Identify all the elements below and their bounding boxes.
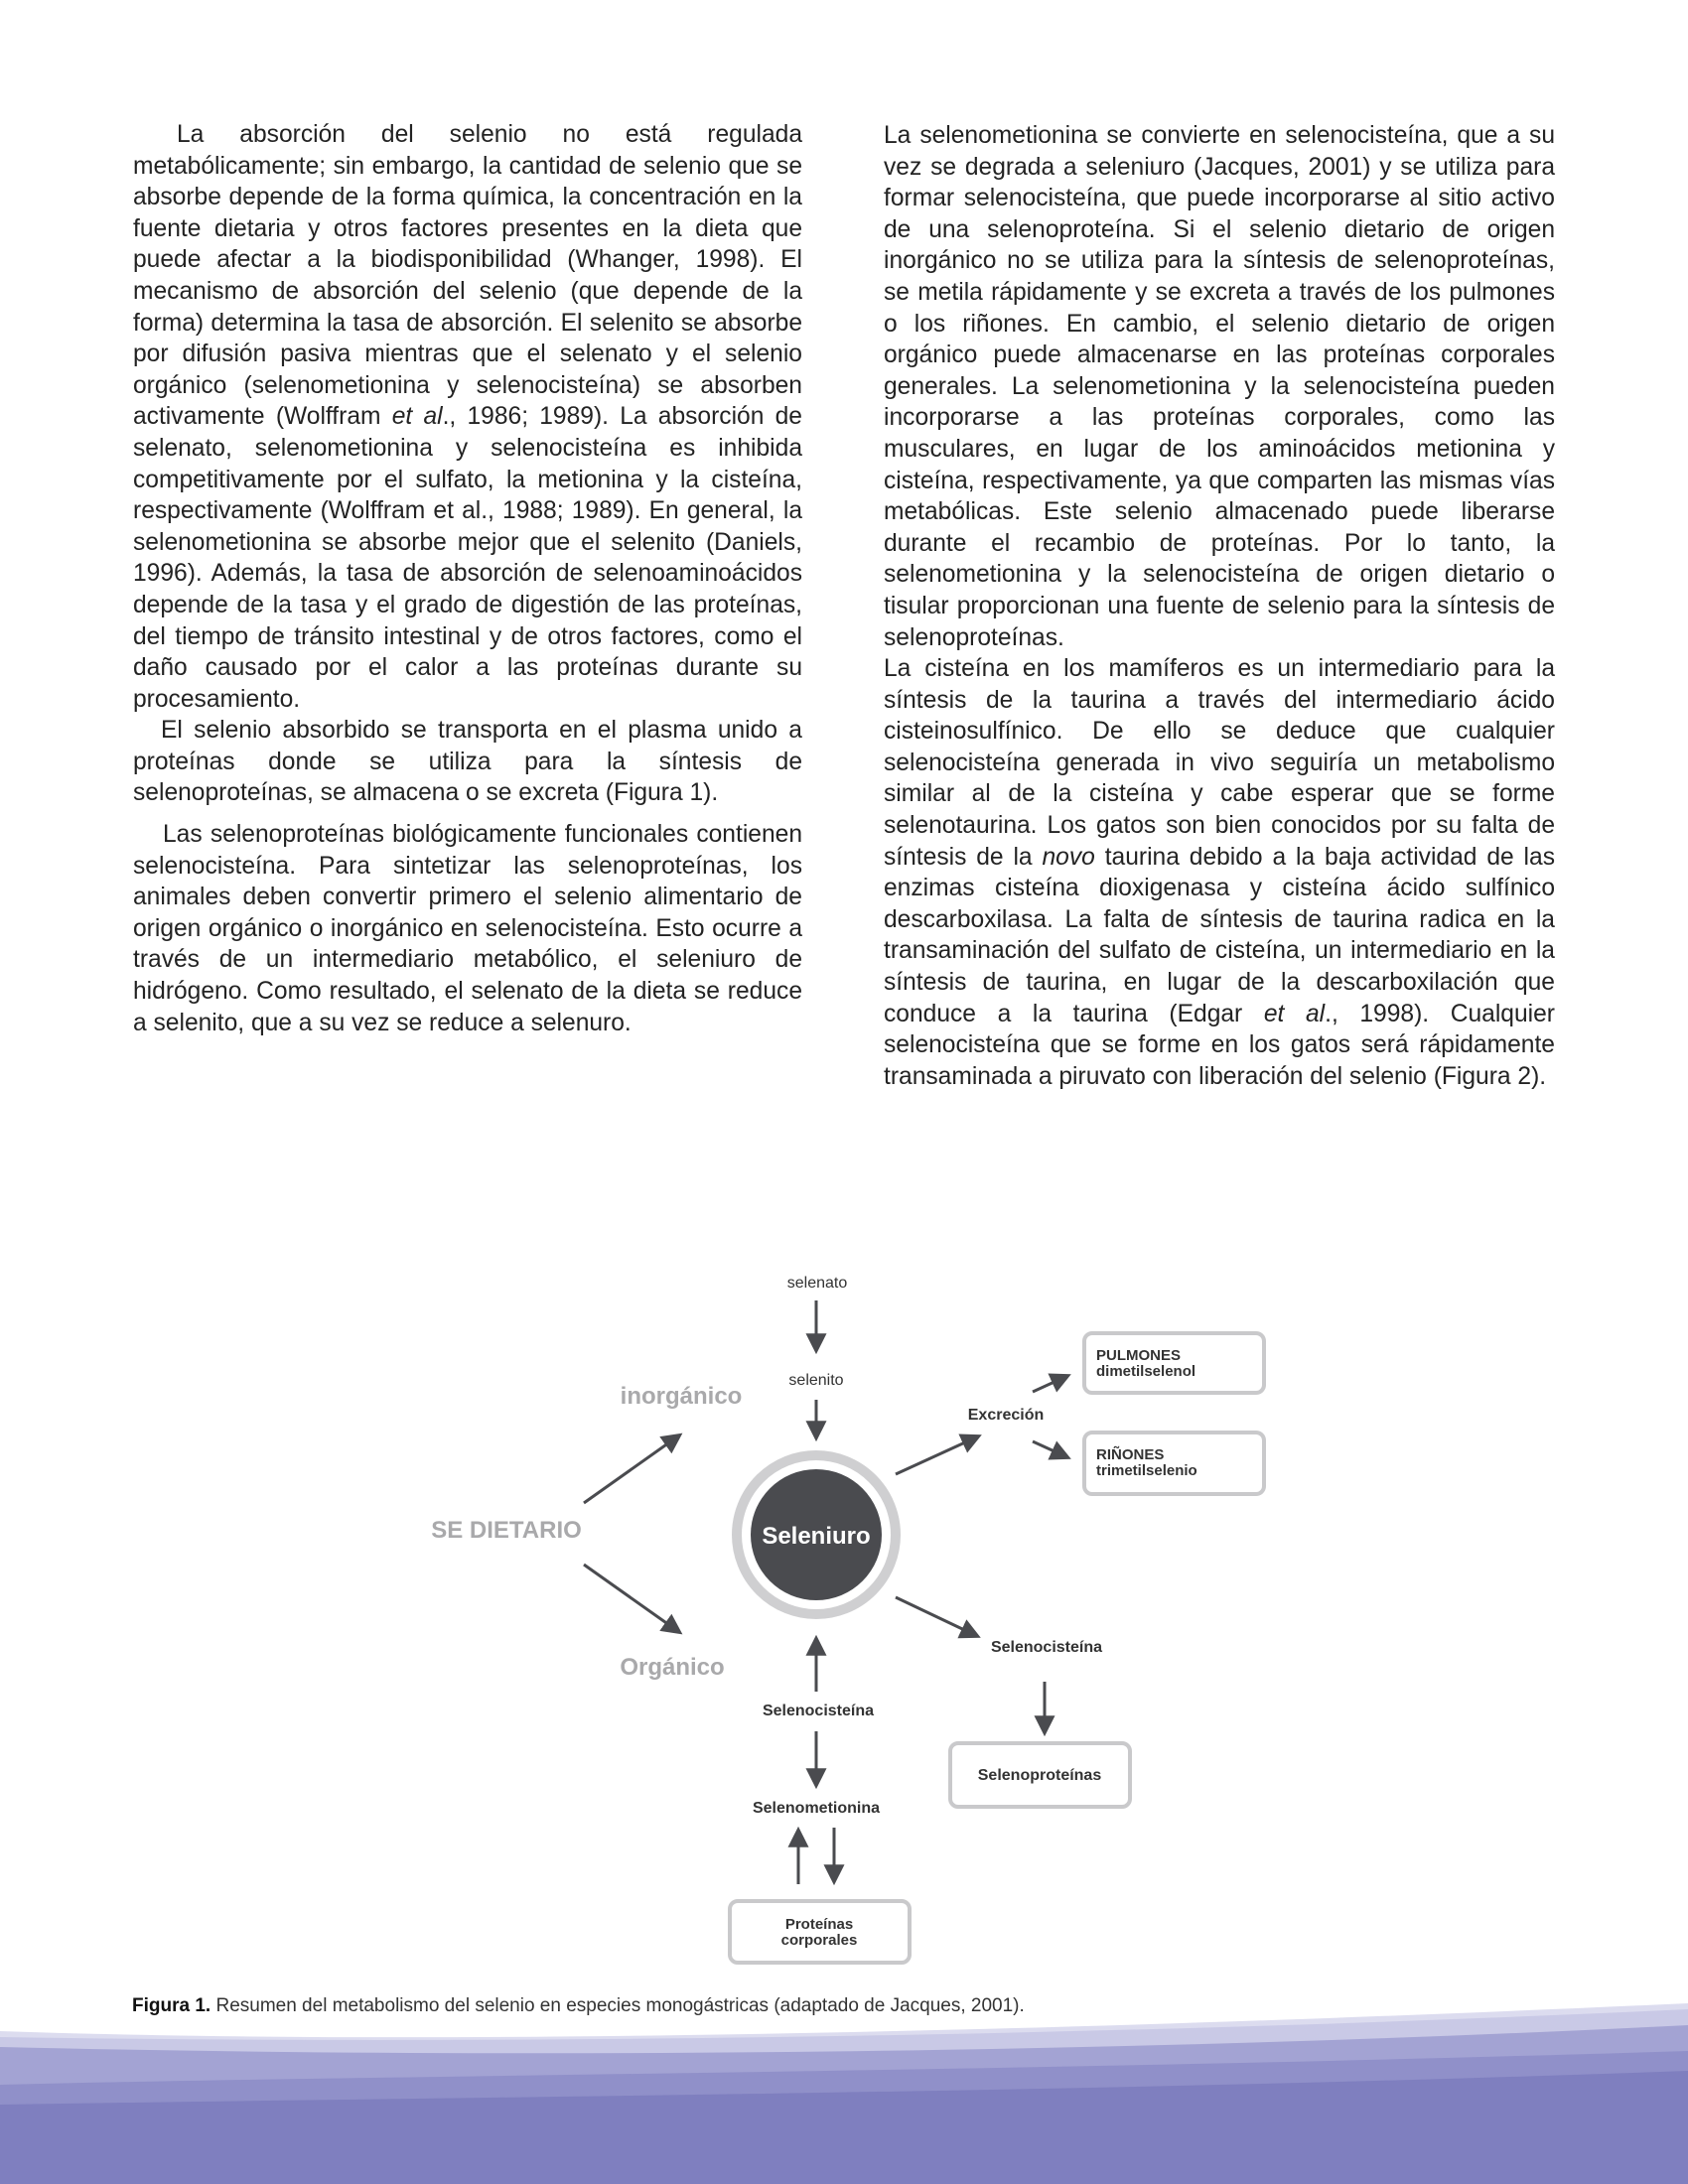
text-segment: ., 1998). Cualquier selenocisteína que se forme en los gatos será rápidamente transaminada a piruvato con liberación del selenio (Figura 2).: [884, 1000, 1555, 1090]
italic-et-al: et al: [391, 403, 443, 431]
text-segment: La absorción del selenio no está regulada metabólicamente; sin embargo, la cantidad de selenio que se absorbe depende de la forma química, la concentración en la fuente dietaria y otros factores presentes en la dieta que puede afectar a la biodisponibilidad (Whanger, 1998). El mecanismo de absorción del selenio (que depende de la forma) determina la tasa de absorción. El selenito se absorbe por difusión pasiva mientras que el selenato y el selenio orgánico (selenometionina y selenocisteína) se absorben activamente (Wolffram: [133, 121, 802, 431]
label-excrecion: Excreción: [967, 1407, 1045, 1424]
label-corporales: corporales: [780, 1932, 858, 1949]
label-seleniuro: Seleniuro: [762, 1523, 871, 1550]
label-trimetilselenio: trimetilselenio: [1096, 1462, 1197, 1479]
label-selenometionina: Selenometionina: [752, 1800, 881, 1817]
text-segment: ., 1986; 1989). La absorción de selenato, selenometionina y selenocisteína es inhibida competitivamente por el sulfato, la metionina y la cisteína, respectivamente (Wolffram et al., 1988; 1989). En general, la selenometionina se absorbe mejor que el selenito (Daniels, 1996). Además, la tasa de absorción de selenoaminoácidos depende de la tasa y el grado de digestión de las proteínas, del tiempo de tránsito intestinal y de otros factores, como el daño causado por el calor a las proteínas durante su procesamiento.: [133, 403, 802, 713]
right-paragraph-2: [884, 653, 1555, 1092]
left-column: [133, 119, 802, 1038]
label-dimetilselenol: dimetilselenol: [1096, 1363, 1196, 1380]
left-paragraph-1: [133, 119, 802, 715]
label-inorganico: inorgánico: [620, 1383, 743, 1410]
selenium-metabolism-diagram: [0, 1261, 1688, 1976]
label-se-dietario: SE DIETARIO: [431, 1517, 582, 1544]
left-paragraph-3: Las selenoproteínas biológicamente funcionales contienen selenocisteína. Para sintetizar las selenoproteínas, los animales deben convertir primero el selenio alimentario de origen orgánico o inorgánico en selenocisteína. Esto ocurre a través de un intermediario metabólico, el seleniuro de hidrógeno. Como resultado, el selenato de la dieta se reduce a selenito, que a su vez se reduce a selenuro.: [133, 821, 802, 1036]
figure-caption: [132, 1995, 1025, 2017]
caption-text: Resumen del metabolismo del selenio en especies monogástricas (adaptado de Jacques, 2001).: [211, 1995, 1025, 2016]
label-selenocisteina-right: Selenocisteína: [990, 1639, 1103, 1656]
label-selenato: selenato: [786, 1275, 848, 1292]
arrow-excrecion-rinones: [1033, 1441, 1067, 1457]
left-paragraph-2: El selenio absorbido se transporta en el plasma unido a proteínas donde se utiliza para la síntesis de selenoproteínas, se almacena o se excreta (Figura 1).: [133, 717, 802, 807]
arrow-seleniuro-excrecion: [896, 1436, 978, 1474]
label-rinones: RIÑONES: [1096, 1446, 1165, 1463]
text-segment: La cisteína en los mamíferos es un intermediario para la síntesis de la taurina a través del intermediario ácido cisteinosulfínico. De ello se deduce que cualquier selenocisteína generada in vivo seguiría un metabolismo similar al de la cisteína y cabe esperar que se forme selenotaurina. Los gatos son bien conocidos por su falta de síntesis de la: [884, 655, 1555, 871]
right-paragraph-1: La selenometionina se convierte en selenocisteína, que a su vez se degrada a seleniuro (Jacques, 2001) y se utiliza para formar selenocisteína, que puede incorporarse al sitio activo de una selenoproteína. Si el selenio dietario de origen inorgánico no se utiliza para la síntesis de selenoproteínas, se metila rápidamente y se excreta a través de los pulmones o los riñones. En cambio, el selenio dietario de origen orgánico puede almacenarse en las proteínas corporales generales. La selenometionina y la selenocisteína pueden incorporarse a las proteínas corporales, como las musculares, en lugar de los aminoácidos metionina y cisteína, respectivamente, ya que comparten las mismas vías metabólicas. Este selenio almacenado puede liberarse durante el recambio de proteínas. Por lo tanto, la selenometionina y la selenocisteína de origen dietario o tisular proporcionan una fuente de selenio para la síntesis de selenoproteínas.: [884, 122, 1555, 651]
text-segment: taurina debido a la baja actividad de las enzimas cisteína dioxigenasa y cisteína ácido sulfínico descarboxilasa. La falta de síntesis de taurina radica en la transaminación del sulfato de cisteína, un intermediario en la síntesis de taurina, en lugar de la descarboxilación que conduce a la taurina (Edgar: [884, 843, 1555, 1027]
italic-novo: novo: [1042, 843, 1095, 871]
label-pulmones: PULMONES: [1096, 1347, 1182, 1364]
arrow-seleniuro-selenocisteina: [896, 1597, 977, 1636]
right-column: [884, 120, 1555, 1092]
label-selenito: selenito: [788, 1372, 844, 1389]
caption-label: Figura 1.: [132, 1995, 211, 2016]
arrow-dietario-inorganico: [584, 1435, 679, 1503]
arrow-dietario-organico: [584, 1565, 679, 1632]
label-selenoproteinas: Selenoproteínas: [977, 1767, 1102, 1784]
italic-et-al: et al: [1263, 1000, 1326, 1027]
label-organico: Orgánico: [620, 1654, 725, 1681]
label-selenocisteina-bottom: Selenocisteína: [762, 1703, 875, 1719]
arrow-excrecion-pulmones: [1033, 1376, 1067, 1392]
label-proteinas: Proteínas: [784, 1916, 854, 1933]
